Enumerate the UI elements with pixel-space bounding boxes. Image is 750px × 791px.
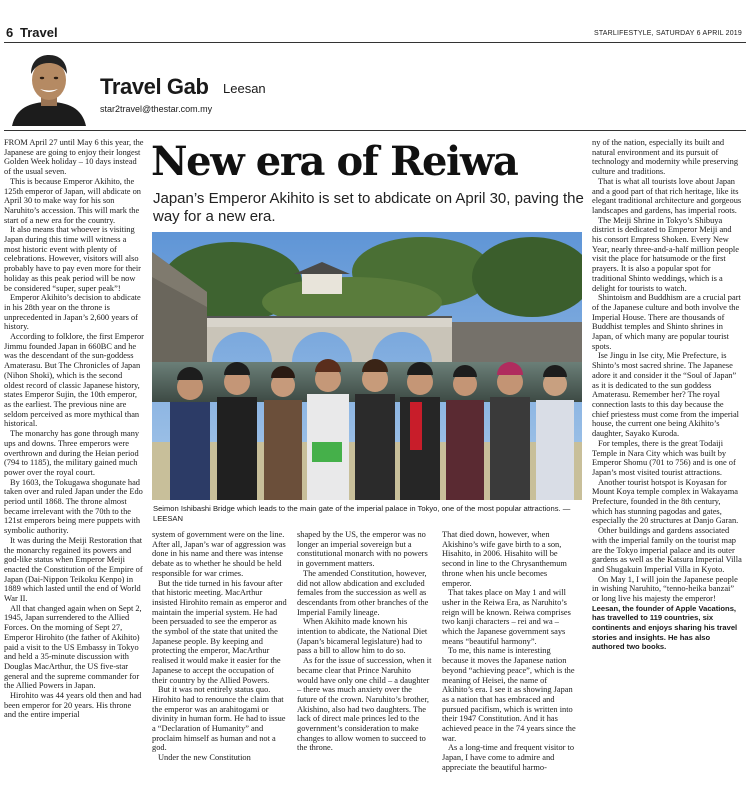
paragraph: But the tide turned in his favour after that historic meeting. MacArthur insisted Hirohito remain as emperor and maintain the imperial system. He had been persuaded to see the emperor as the symbol of the state that united the Japanese people. By keeping and protecting the emperor, MacArthur realised it would make it easier for the Japanese to accept the occupation of their country by the Allied Powers. (152, 578, 287, 685)
paragraph: Ise Jingu in Ise city, Mie Prefecture, is Shinto’s most sacred shrine. The Japanese adore it and consider it the “Soul of Japan” as it is dedicated to the sun goddess Amaterasu. Remember her? The royal connection lasts to this day because the chief priestess must come from the imperial house, the current one being Akihito’s daughter, Sayako Kuroda. (592, 351, 739, 439)
paragraph: All that changed again when on Sept 2, 1945, Japan surrendered to the Allied Forces. On the morning of Sept 27, Emperor Hirohito (the father of Akihito) paid a visit to the US Embassy in Tokyo and held a 35-minute discussion with Douglas MacArthur, the US five-star general and the supreme commander for the Allied Powers in Japan. (4, 603, 142, 691)
header-rule (4, 42, 746, 43)
section-title: Travel (20, 25, 58, 40)
paragraph: FROM April 27 until May 6 this year, the Japanese are going to enjoy their longest Golden Week holiday – 10 days instead of the usual seven. (4, 138, 144, 177)
paragraph: That takes place on May 1 and will usher in the Reiwa Era, as Naruhito’s reign will be known. Reiwa comprises two kanji characters – rei and wa – which the Japanese government says means “beautiful harmony”. (442, 588, 571, 646)
page-header (0, 0, 750, 44)
paragraph: That is what all tourists love about Japan and a good part of that rich heritage, like its elegant traditional architecture and gorgeous landscapes and gardens, has imperial roots. (592, 176, 742, 215)
column-rule (4, 130, 746, 131)
paragraph: As a long-time and frequent visitor to Japan, I have come to admire and appreciate the beautiful harmo- (442, 743, 575, 772)
paragraph: Emperor Akihito’s decision to abdicate in his 28th year on the throne is unprecedented in Japan’s 2,600 years of history. (4, 293, 141, 332)
author-photo (10, 48, 88, 126)
tour-group-photo (152, 232, 582, 500)
paragraph: shaped by the US, the emperor was no longer an imperial sovereign but a constitutional monarch with no powers in government matters. (297, 530, 428, 569)
page-number: 6 (6, 25, 14, 40)
paragraph: ny of the nation, especially its built and natural environment and its pursuit of technology and modernity while preserving culture and traditions. (592, 138, 739, 177)
dateline: STARLIFESTYLE, SATURDAY 6 APRIL 2019 (593, 30, 742, 37)
author-bio: Leesan, the founder of Apple Vacations, has travelled to 119 countries, six continents and enjoys sharing his travel stories and insights. He has also authored two books. (592, 603, 738, 652)
headline: New era of Reiwa (151, 138, 518, 185)
paragraph: Shintoism and Buddhism are a crucial part of the Japanese culture and both involve the Imperial House. There are thousands of Buddhist temples and Shinto shrines in Japan, of which many are popular tourist spots. (592, 293, 741, 351)
paragraph: system of government were on the line. After all, Japan’s war of aggression was done in his name and there was intense debate as to whether he should be held responsible for war crimes. (152, 530, 286, 578)
column-name: Travel Gab (100, 74, 209, 99)
paragraph: Hirohito was 44 years old then and had been emperor for 20 years. His throne and the entire imperial (4, 691, 142, 720)
paragraph: When Akihito made known his intention to abdicate, the National Diet (Japan’s bicameral legislature) had to pass a bill to allow him to do so. (297, 617, 428, 656)
paragraph: But it was not entirely status quo. Hirohito had to renounce the claim that the emperor was an arahitogami or divinity in human form. He had to issue a “Declaration of Humanity” and proclaim himself as human and not a god. (152, 685, 286, 753)
paragraph: Other buildings and gardens associated with the imperial family on the tourist map are the Tokyo imperial palace and its outer gardens as well as the Katsura Imperial Villa and Shugakuin Imperial Villa in Kyoto. (592, 526, 742, 574)
paragraph: Another tourist hotspot is Koyasan for Mount Koya temple complex in Wakayama Prefecture, founded in the 8th century, which has stunning pagodas and gates, especially the 20 structures at Danjo Garan. (592, 477, 739, 526)
paragraph: Under the new Constitution (158, 753, 251, 763)
paragraph: For temples, there is the great Todaiji Temple in Nara City which was built by Emperor Shomu (701 to 756) and is one of Japan’s most visited tourist attractions. (592, 438, 736, 477)
paragraph: That died down, however, when Akishino’s wife gave birth to a son, Hisahito, in 2006. Hisahito will be second in line to the Chrysanthemum throne when his uncle becomes emperor. (442, 530, 567, 588)
paragraph: On May 1, I will join the Japanese people in wishing Naruhito, “tenno-heika banzai” or long live his majesty the emperor! (592, 574, 738, 604)
paragraph: According to folklore, the first Emperor Jimmu founded Japan in 660BC and he was the descendant of the sun-goddess Amaterasu. But The Chronicles of Japan (Nihon Shoki), which is the second oldest record of classic Japanese history, states Emperor Sujin, the 10th emperor, as the earliest. The previous nine are seldom perceived as more mythical than historical. (4, 332, 144, 429)
paragraph: As for the issue of succession, when it became clear that Prince Naruhito would have only one child – a daughter – there was much anxiety over the future of the crown. Naruhito’s brother, Akishino, also had two daughters. The lack of direct male princes led to the government’s consideration to make changes to allow women to succeed to the throne. (297, 656, 432, 753)
paragraph: By 1603, the Tokugawa shogunate had taken over and ruled Japan under the Edo period until 1868. The throne almost became irrelevant with the 70th to the 121st emperors being mere puppets with symbolic authority. (4, 477, 143, 536)
article-column-1 (4, 138, 144, 788)
article-column-4 (442, 530, 578, 788)
paragraph: The amended Constitution, however, did not allow abdication and excluded females from the succession as well as descendants from other branches of the Imperial Family lineage. (297, 568, 429, 617)
paragraph: To me, this name is interesting because it moves the Japanese nation beyond “achieving peace”, which is the meaning of Heisei, the name of Akihito’s era. I see it as showing Japan as a nation that has embraced and pursued pacifism, which is written into their 1947 Constitution. And it has achieved peace in the 74 years since the war. (442, 646, 576, 743)
deck: Japan’s Emperor Akihito is set to abdicate on April 30, paving the way for a new era. (153, 190, 584, 225)
author-email[interactable]: star2travel@thestar.com.my (100, 104, 213, 114)
paragraph: This is because Emperor Akihito, the 125th emperor of Japan, will abdicate on April 30 to make way for his son Naruhito’s accession. This will mark the start of a new era for the country. (4, 176, 141, 225)
paragraph: It was during the Meiji Restoration that the monarchy regained its powers and god-like status when Emperor Meiji enacted the Constitution of the Empire of Japan (Dai-Nippon Teikoku Kenpo) in 1889 which lasted until the end of World War II. (4, 535, 143, 604)
paragraph: The monarchy has gone through many ups and downs. Three emperors were overthrown and during the Heian period (794 to 1185), the military gained much power over the royal court. (4, 429, 140, 477)
article-column-2 (152, 530, 288, 788)
paragraph: The Meiji Shrine in Tokyo’s Shibuya district is dedicated to Emperor Meiji and his consort Empress Shoken. Every New Year, nearly three-and-a-half million people visit the place for hatsumode or the first prayers. It is also a popular spot for traditional Shinto weddings, which is a delight for tourists to watch. (592, 215, 739, 293)
column-author: Leesan (223, 81, 266, 96)
article-column-3 (297, 530, 433, 788)
photo-caption: Seimon Ishibashi Bridge which leads to the main gate of the imperial palace in Tokyo, one of the most popular attractions. — LEESAN (153, 504, 571, 523)
article-column-5 (592, 138, 742, 788)
paragraph: It also means that whoever is visiting Japan during this time will witness a most historic event with plenty of celebrations. However, visitors will also probably have to pay even more for their holiday as this peak period will be now be considered “super, super peak”! (4, 225, 141, 293)
